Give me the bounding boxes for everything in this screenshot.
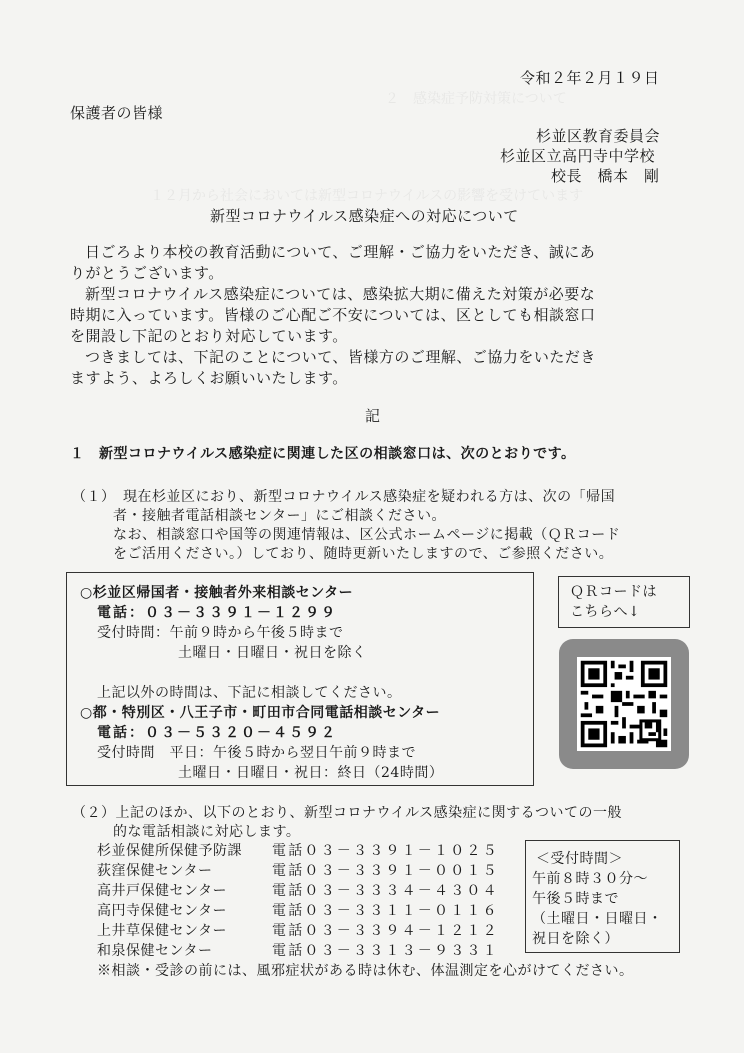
health-center-phone: 電話０３－３３１３－９３３１: [272, 943, 499, 959]
health-center-name: 杉並保健所保健予防課: [97, 843, 242, 859]
footnote: ※相談・受診の前には、風邪症状がある時は休む、体温測定を心がけてください。: [97, 963, 634, 979]
hours-box-line: （土曜日・日曜日・: [532, 911, 663, 927]
health-center-name: 高井戸保健センター: [97, 883, 227, 899]
item2-line: （２）上記のほか、以下のとおり、新型コロナウイルス感染症に関するついての一般: [72, 805, 623, 821]
bleed-through-text: ２ 感染症予防対策について: [385, 91, 567, 107]
body-line: 時期に入っています。皆様のご心配ご不安については、区としても相談窓口: [70, 306, 596, 324]
sender-school: 杉並区立高円寺中学校: [500, 147, 656, 165]
center1-closed-days: 土曜日・日曜日・祝日を除く: [178, 645, 367, 661]
center1-hours: 受付時間：午前９時から午後５時まで: [97, 625, 344, 641]
body-line: つきましては、下記のことについて、皆様方のご理解、ご協力をいただき: [85, 348, 596, 366]
qr-code-icon: [577, 657, 671, 751]
section1-heading: １ 新型コロナウイルス感染症に関連した区の相談窓口は、次のとおりです。: [70, 446, 576, 462]
center2-weekend: 土曜日・日曜日・祝日：終日（24時間）: [178, 765, 444, 781]
qr-note-line: こちらへ↓: [570, 604, 641, 620]
item2-line: 的な電話相談に対応します。: [113, 824, 301, 840]
body-line: を開設し下記のとおり対応しています。: [70, 327, 348, 345]
health-center-name: 上井草保健センター: [97, 923, 227, 939]
qr-code[interactable]: [577, 657, 671, 751]
other-time-note: 上記以外の時間は、下記に相談してください。: [97, 685, 402, 701]
qr-code-frame: [559, 639, 689, 769]
date: 令和２年２月１９日: [520, 69, 660, 87]
body-line: 新型コロナウイルス感染症については、感染拡大期に備えた対策が必要な: [85, 285, 596, 303]
item1-line: 者・接触者電話相談センター」にご相談ください。: [113, 508, 446, 524]
hours-box-line: 午後５時まで: [532, 891, 619, 907]
center2-name: ○都・特別区・八王子市・町田市合同電話相談センター: [80, 705, 441, 721]
center1-name: ○杉並区帰国者・接触者外来相談センター: [80, 585, 354, 601]
document-title: 新型コロナウイルス感染症への対応について: [210, 207, 519, 225]
health-center-phone: 電話０３－３３９４－１２１２: [272, 923, 499, 939]
health-center-name: 高円寺保健センター: [97, 903, 227, 919]
hours-box-line: 午前８時３０分～: [532, 871, 648, 887]
qr-note-line: ＱＲコードは: [570, 584, 657, 600]
item1-line: をご活用ください。）しており、随時更新いたしますので、ご参照ください。: [113, 546, 614, 562]
bleed-through-text: １２月から社会においては新型コロナウイルスの影響を受けています: [150, 188, 584, 204]
body-line: ますよう、よろしくお願いいたします。: [70, 369, 348, 387]
health-center-phone: 電話０３－３３９１－００１５: [272, 863, 499, 879]
body-line: りがとうございます。: [70, 264, 224, 282]
hours-box-line: ＜受付時間＞: [536, 851, 623, 867]
item1-line: なお、相談窓口や国等の関連情報は、区公式ホームページに掲載（ＱＲコード: [113, 527, 621, 543]
sender-principal: 校長 橋本 剛: [551, 167, 660, 185]
ki-heading: 記: [365, 407, 381, 425]
center1-phone: 電話：０３－３３９１－１２９９: [97, 605, 337, 621]
sender-org: 杉並区教育委員会: [536, 127, 661, 145]
item1-line: （１） 現在杉並区におり、新型コロナウイルス感染症を疑われる方は、次の「帰国: [72, 489, 616, 505]
addressee: 保護者の皆様: [70, 104, 164, 122]
health-center-phone: 電話０３－３３３４－４３０４: [272, 883, 499, 899]
health-center-name: 和泉保健センター: [97, 943, 213, 959]
health-center-phone: 電話０３－３３１１－０１１６: [272, 903, 499, 919]
health-center-phone: 電話０３－３３９１－１０２５: [272, 843, 499, 859]
hours-box-line: 祝日を除く）: [532, 931, 619, 947]
health-center-name: 荻窪保健センター: [97, 863, 213, 879]
center2-phone: 電話：０３－５３２０－４５９２: [97, 725, 337, 741]
body-line: 日ごろより本校の教育活動について、ご理解・ご協力をいただき、誠にあ: [85, 243, 596, 261]
center2-hours: 受付時間 平日：午後５時から翌日午前９時まで: [97, 745, 416, 761]
